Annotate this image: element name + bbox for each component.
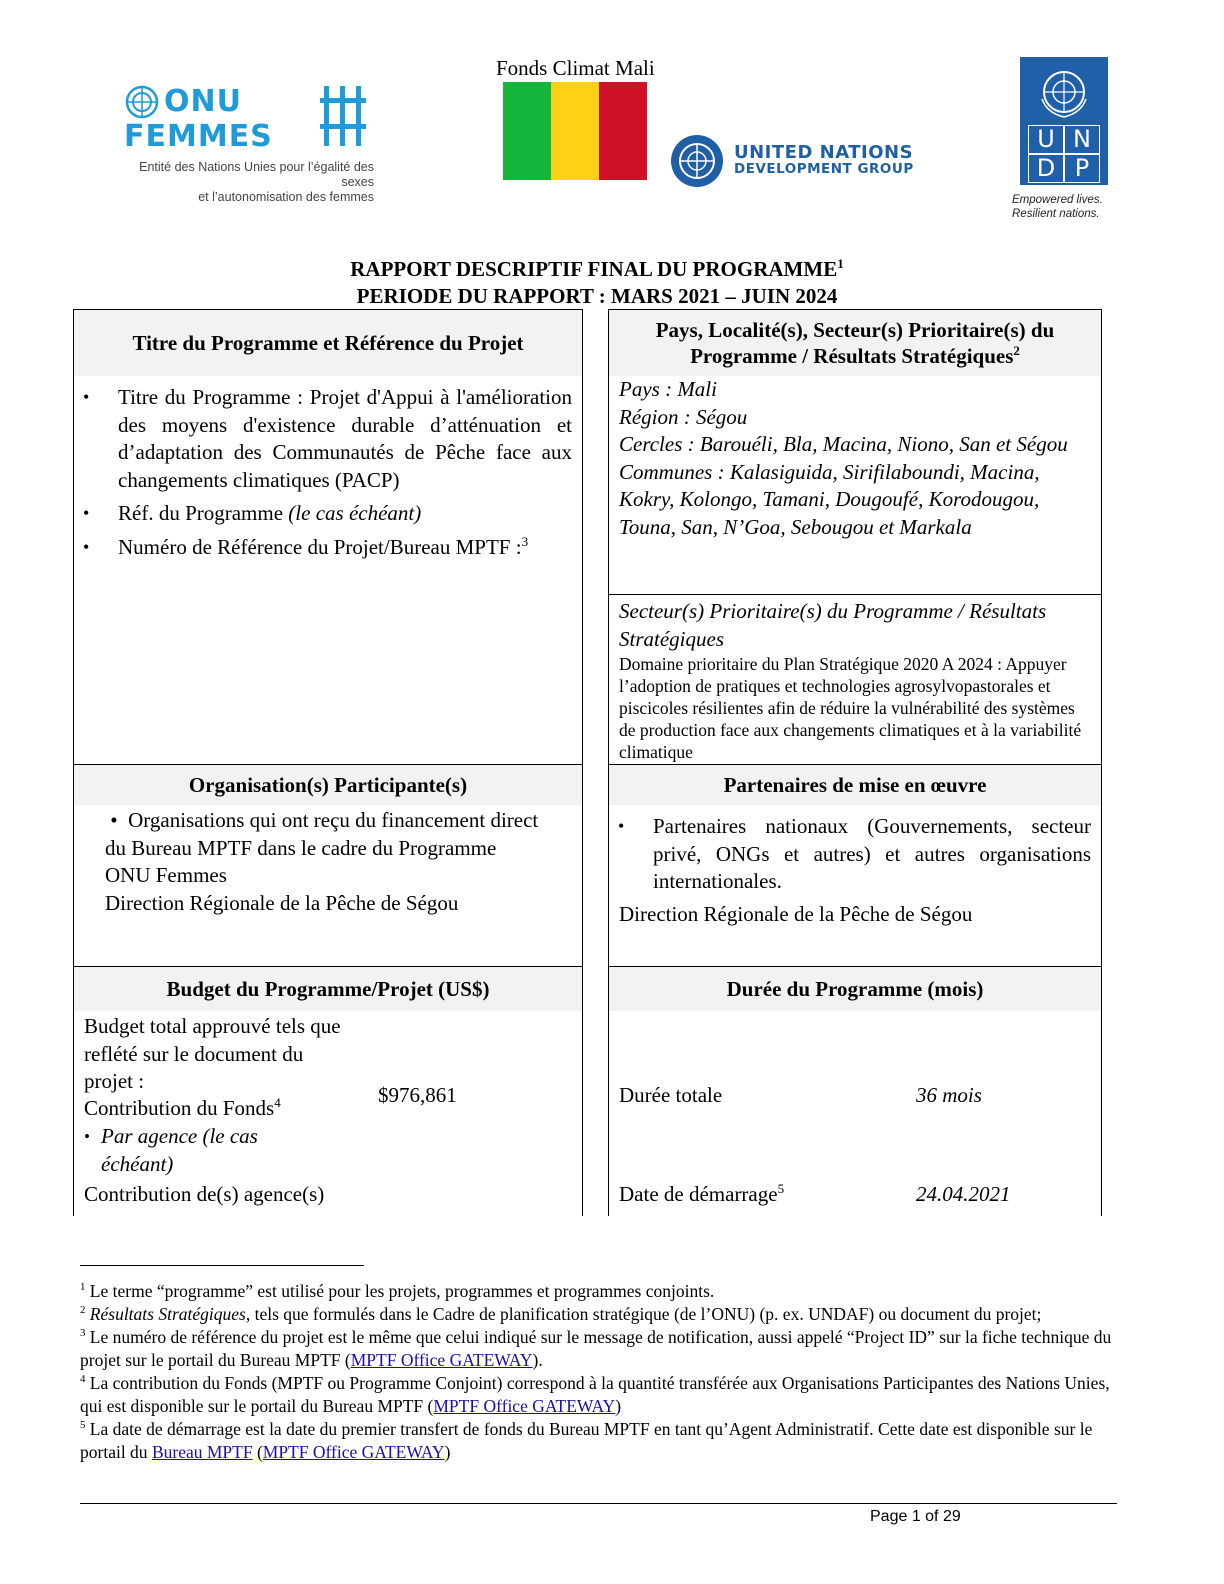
budget-heading: Budget du Programme/Projet (US$) bbox=[74, 967, 582, 1011]
footnote-1 bbox=[80, 1280, 1120, 1303]
footnote-3-text: Le numéro de référence du projet est le même que celui indiqué sur le message de notification, aussi appelé “Project ID” sur la fiche technique du projet sur le portail du Bureau MPTF ( bbox=[80, 1327, 1112, 1370]
undp-tagline-2: Resilient nations. bbox=[1012, 208, 1100, 220]
pays-heading-text: Pays, Localité(s), Secteur(s) Prioritaire(s) du Programme / Résultats Stratégiques bbox=[655, 318, 1055, 368]
list-item bbox=[74, 534, 572, 562]
page-footer-rule bbox=[80, 1503, 1117, 1504]
undp-tagline-1: Empowered lives. bbox=[1012, 194, 1103, 206]
orgs-heading: Organisation(s) Participante(s) bbox=[74, 765, 582, 805]
footnote-ref: 5 bbox=[777, 1181, 785, 1196]
footnote-num: 3 bbox=[80, 1327, 86, 1340]
localites bbox=[619, 376, 1093, 541]
footnote-2-italic: Résultats Stratégiques bbox=[89, 1304, 246, 1324]
footnote-ref: 1 bbox=[837, 256, 844, 271]
undp-letter-n: N bbox=[1064, 125, 1100, 154]
footnote-5-mid: ( bbox=[252, 1442, 263, 1462]
duree-start-label-text: Date de démarrage bbox=[619, 1182, 778, 1206]
footnote-4-end: ) bbox=[615, 1396, 622, 1416]
bureau-mptf-link[interactable]: Bureau MPTF bbox=[151, 1442, 253, 1462]
programme-title-text: Titre du Programme : Projet d'Appui à l'amélioration des moyens d'existence durable d’atténuation et d’adaptation des Communautés de Pêche face aux changements climatiques (PACP) bbox=[118, 385, 572, 492]
onu-femmes-tagline-2: et l’autonomisation des femmes bbox=[198, 190, 374, 204]
footnote-2 bbox=[80, 1303, 1120, 1326]
pays-heading bbox=[609, 310, 1101, 376]
footnote-num: 2 bbox=[80, 1304, 86, 1317]
women-symbol-icon bbox=[320, 84, 368, 154]
footnote-separator bbox=[80, 1265, 364, 1266]
communes-line: Communes : Kalasiguida, Sirifilaboundi, Macina, Kokry, Kolongo, Tamani, Dougoufé, Korodougou, Touna, San, N’Goa, Sebougou et Markala bbox=[619, 459, 1040, 539]
orgs-content bbox=[105, 807, 555, 917]
partners-list bbox=[609, 813, 1091, 896]
undg-line-2: DEVELOPMENT GROUP bbox=[734, 161, 914, 177]
cercles-line: Cercles : Barouéli, Bla, Macina, Niono, San et Ségou bbox=[619, 432, 1068, 456]
footnote-num: 1 bbox=[80, 1281, 86, 1294]
footnote-5-end: ) bbox=[444, 1442, 451, 1462]
report-period: PERIODE DU RAPPORT : MARS 2021 – JUIN 2024 bbox=[356, 284, 838, 308]
programme-heading: Titre du Programme et Référence du Projet bbox=[74, 310, 582, 376]
undg-line-1: UNITED NATIONS bbox=[734, 142, 914, 163]
budget-contribution-text: Contribution du Fonds bbox=[84, 1096, 275, 1120]
footnote-num: 5 bbox=[80, 1419, 86, 1432]
pays-line: Pays : Mali bbox=[619, 377, 717, 401]
budget-contribution bbox=[84, 1095, 281, 1123]
footnote-num: 4 bbox=[80, 1373, 86, 1386]
footnote-4 bbox=[80, 1372, 1120, 1418]
flag-yellow-stripe bbox=[551, 82, 599, 180]
orgs-line-1-text: Organisations qui ont reçu du financement direct du Bureau MPTF dans le cadre du Programme bbox=[105, 808, 539, 860]
duree-heading: Durée du Programme (mois) bbox=[609, 967, 1101, 1011]
gateway-link[interactable]: MPTF Office GATEWAY bbox=[262, 1442, 445, 1462]
femmes-text: FEMMES bbox=[124, 119, 273, 154]
budget-par-agence-text: Par agence (le cas échéant) bbox=[101, 1124, 258, 1176]
page-number: Page 1 of 29 bbox=[870, 1508, 961, 1525]
divider bbox=[609, 594, 1101, 595]
bullet-icon: • bbox=[84, 1127, 90, 1146]
list-item: • Partenaires nationaux (Gouvernements, secteur privé, ONGs et autres) et autres organisations internationales. bbox=[609, 813, 1091, 896]
orgs-box bbox=[73, 764, 583, 967]
budget-approved: Budget total approuvé tels que reflété sur le document du projet : bbox=[84, 1014, 341, 1093]
footnote-ref: 4 bbox=[274, 1095, 281, 1110]
mali-flag bbox=[503, 82, 647, 180]
footnote-5-text: La date de démarrage est la date du premier transfert de fonds du Bureau MPTF en tant qu’Agent Administratif. Cette date est disponible sur le portail du bbox=[80, 1419, 1093, 1462]
duree-total-value: 36 mois bbox=[916, 1083, 982, 1107]
footnote-ref: 2 bbox=[1013, 343, 1020, 358]
flag-red-stripe bbox=[599, 82, 647, 180]
budget-box bbox=[73, 966, 583, 1216]
footnote-1-text: Le terme “programme” est utilisé pour les projets, programmes et programmes conjoints. bbox=[89, 1281, 715, 1301]
undp-logo bbox=[1012, 57, 1108, 221]
un-emblem-icon bbox=[1037, 65, 1091, 119]
programme-list bbox=[74, 384, 572, 561]
duree-start-value: 24.04.2021 bbox=[916, 1182, 1011, 1206]
un-emblem-icon bbox=[668, 132, 726, 190]
gateway-link[interactable]: MPTF Office GATEWAY bbox=[350, 1350, 533, 1370]
undp-letter-u: U bbox=[1028, 125, 1064, 154]
orgs-line-3: Direction Régionale de la Pêche de Ségou bbox=[105, 890, 459, 915]
un-emblem-icon bbox=[124, 84, 160, 120]
partners-heading: Partenaires de mise en œuvre bbox=[609, 765, 1101, 805]
programme-ref-note: (le cas échéant) bbox=[288, 501, 422, 525]
onu-text: ONU bbox=[164, 84, 242, 119]
pays-box bbox=[608, 309, 1102, 765]
gateway-link[interactable]: MPTF Office GATEWAY bbox=[433, 1396, 616, 1416]
programme-ref-text: Réf. du Programme bbox=[118, 501, 284, 525]
footnote-3-end: ). bbox=[532, 1350, 543, 1370]
project-ref-text: Numéro de Référence du Projet/Bureau MPTF : bbox=[118, 534, 522, 559]
report-title-text: RAPPORT DESCRIPTIF FINAL DU PROGRAMME bbox=[350, 257, 838, 281]
duree-box bbox=[608, 966, 1102, 1216]
footnote-4-text: La contribution du Fonds (MPTF ou Programme Conjoint) correspond à la quantité transférée aux Organisations Participantes des Nations Unies, qui est disponible sur le portail du Bureau MPTF ( bbox=[80, 1373, 1110, 1416]
region-line: Région : Ségou bbox=[619, 404, 748, 429]
undg-logo bbox=[668, 132, 914, 190]
budget-par-agence bbox=[84, 1123, 304, 1178]
footnotes bbox=[80, 1280, 1120, 1464]
onu-femmes-logo bbox=[124, 84, 374, 204]
undp-letter-p: P bbox=[1064, 154, 1100, 183]
partners-box bbox=[608, 764, 1102, 967]
footnote-2-text: , tels que formulés dans le Cadre de planification stratégique (de l’ONU) (p. ex. UNDAF) ou document du projet; bbox=[245, 1304, 1042, 1324]
duree-total-label: Durée totale bbox=[619, 1083, 723, 1107]
orgs-line-2: ONU Femmes bbox=[105, 863, 227, 887]
footnote-5 bbox=[80, 1418, 1120, 1464]
secteur-title: Secteur(s) Prioritaire(s) du Programme / Résultats Stratégiques bbox=[619, 599, 1047, 651]
orgs-line-1 bbox=[105, 807, 555, 862]
partners-line-2: Direction Régionale de la Pêche de Ségou bbox=[619, 902, 973, 926]
budget-agences: Contribution de(s) agence(s) bbox=[84, 1182, 325, 1206]
budget-amount: $976,861 bbox=[378, 1083, 457, 1107]
report-title bbox=[0, 256, 1194, 283]
programme-box bbox=[73, 309, 583, 765]
fonds-climat-title: Fonds Climat Mali bbox=[496, 56, 655, 80]
footnote-3 bbox=[80, 1326, 1120, 1372]
flag-green-stripe bbox=[503, 82, 551, 180]
bullet: • bbox=[110, 808, 118, 832]
list-item bbox=[74, 384, 572, 494]
undp-letter-d: D bbox=[1028, 154, 1064, 183]
list-item bbox=[74, 500, 572, 528]
duree-start-label bbox=[619, 1181, 784, 1209]
secteur-text: Domaine prioritaire du Plan Stratégique 2020 A 2024 : Appuyer l’adoption de pratiques et technologies agrosylvopastorales et piscicoles résilientes afin de réduire la vulnérabilité des systèmes de production face aux changements climatiques et à la variabilité climatique bbox=[619, 654, 1082, 762]
onu-femmes-tagline-1: Entité des Nations Unies pour l’égalité des sexes bbox=[139, 160, 374, 189]
footnote-ref: 3 bbox=[521, 533, 529, 549]
